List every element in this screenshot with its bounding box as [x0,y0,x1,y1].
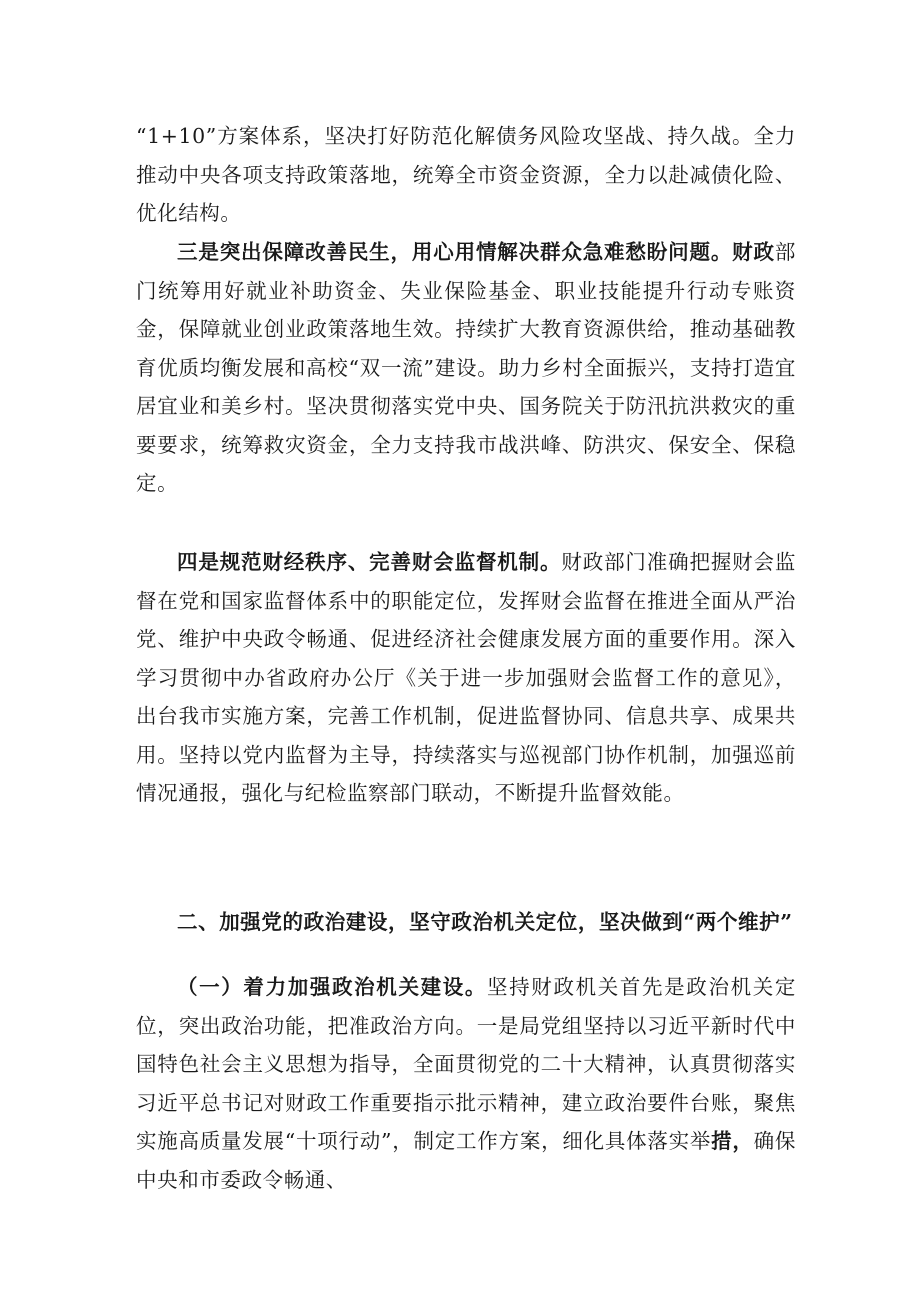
paragraph-text: “1+10”方案体系，坚决打好防范化解债务风险攻坚战、持久战。全力推动中央各项支持政策落地，统筹全市资金资源，全力以赴减债化险、优化结构。 [136,124,796,225]
paragraph-tail: 确保中央和市委政令畅通、 [136,1129,796,1192]
paragraph-livelihood [136,233,796,503]
paragraph-lead: 三是突出保障改善民生，用心用情解决群众急难愁盼问题。 [177,240,733,264]
paragraph-supervision [136,543,796,813]
paragraph-text: 财政部门准确把握财会监督在党和国家监督体系中的职能定位，发挥财会监督在推进全面从严治党、维护中央政令畅通、促进经济社会健康发展方面的重要作用。深入学习贯彻中办省政府办公厅《关于进一步加强财会监督工作的意见》，出台我市实施方案，完善工作机制，促进监督协同、信息共享、成果共用。坚持以党内监督为主导，持续落实与巡视部门协作机制，加强巡前情况通报，强化与纪检监察部门联动，不断提升监督效能。 [136,550,796,805]
paragraph-text: 坚持财政机关首先是政治机关定位，突出政治功能，把准政治方向。一是局党组坚持以习近平新时代中国特色社会主义思想为指导，全面贯彻党的二十大精神，认真贯彻落实习近平总书记对财政工作重要指示批示精神，建立政治要件台账，聚焦实施高质量发展“十项行动”，制定工作方案，细化具体落实举 [136,975,796,1153]
paragraph-lead: 四是规范财经秩序、完善财会监督机制。 [177,550,562,574]
section-heading: 二、加强党的政治建设，坚守政治机关定位，坚决做到“两个维护” [177,910,793,934]
paragraph-lead: （一）着力加强政治机关建设。 [177,975,488,999]
paragraph-text: 部门统筹用好就业补助资金、失业保险基金、职业技能提升行动专账资金，保障就业创业政策落地生效。持续扩大教育资源供给，推动基础教育优质均衡发展和高校“双一流”建设。助力乡村全面振兴，支持打造宜居宜业和美乡村。坚决贯彻落实党中央、国务院关于防汛抗洪救灾的重要要求，统筹救灾资金，全力支持我市战洪峰、防洪灾、保安全、保稳定。 [136,240,796,495]
paragraph-political-organ [136,968,796,1199]
paragraph-bold-fragment: 措， [711,1129,754,1153]
paragraph-debt-risk [136,117,796,233]
paragraph-lead-tail: 财政 [732,240,775,264]
